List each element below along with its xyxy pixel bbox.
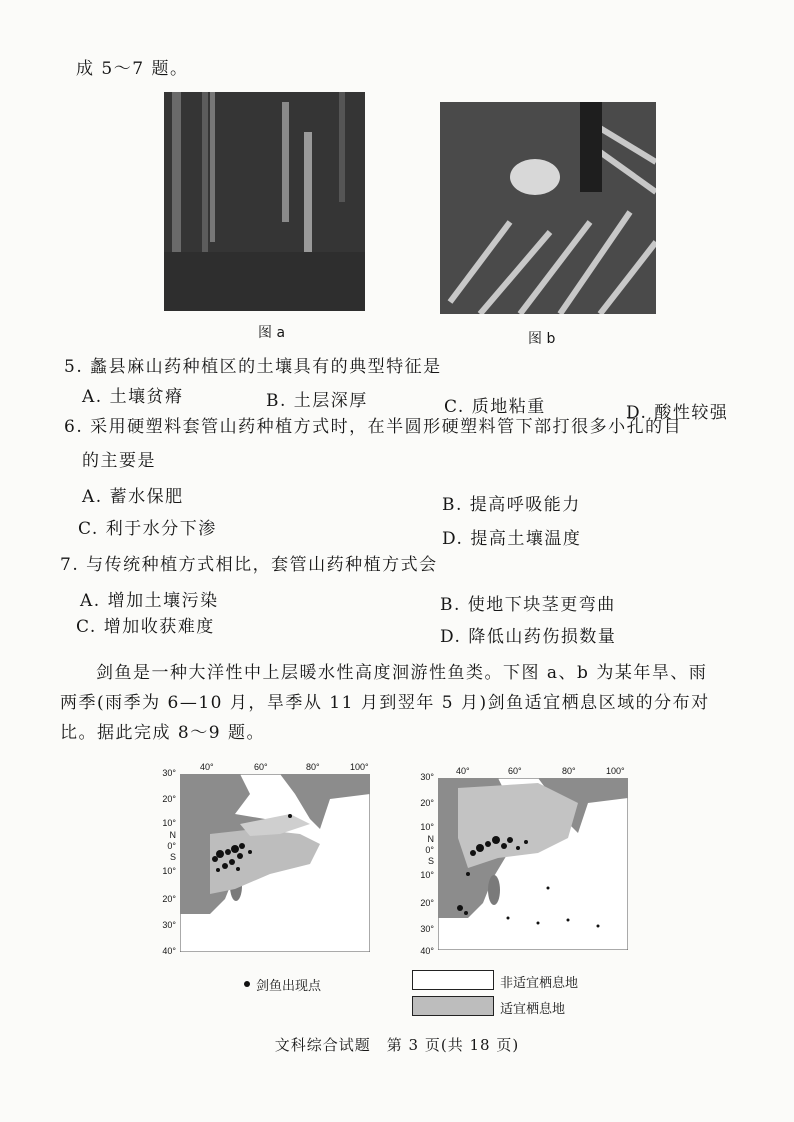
q7-option-d: D. 降低山药伤损数量 (440, 627, 617, 647)
passage-line2: 两季(雨季为 6—10 月，旱季从 11 月到翌年 5 月)剑鱼适宜栖息区域的分布对 (60, 693, 710, 713)
map-b-lon-60: 60° (508, 766, 522, 776)
figure-a-caption: 图 a (258, 325, 286, 341)
map-a-lat-40s: 40° (162, 946, 176, 956)
map-a-lat-30s: 30° (162, 920, 176, 930)
legend-suitable-swatch (412, 996, 494, 1016)
map-a-lat-n: N (169, 830, 176, 840)
figure-b-caption: 图 b (528, 331, 556, 347)
legend-unsuitable-label: 非适宜栖息地 (500, 976, 579, 991)
map-a-lat-s: S (169, 852, 176, 862)
q5-stem: 5. 蠡县麻山药种植区的土壤具有的典型特征是 (64, 357, 442, 377)
q6-option-b: B. 提高呼吸能力 (442, 495, 581, 515)
map-a-lon-40: 40° (200, 762, 214, 772)
q5-option-a: A. 土壤贫瘠 (82, 387, 184, 407)
map-b-lat-40s: 40° (420, 946, 434, 956)
legend-point-label: 剑鱼出现点 (256, 979, 322, 994)
q6-option-a: A. 蓄水保肥 (82, 487, 184, 507)
intro-tail: 成 5～7 题。 (76, 59, 189, 79)
q7-option-b: B. 使地下块茎更弯曲 (440, 595, 616, 615)
q5-option-b: B. 土层深厚 (266, 391, 368, 411)
q7-option-a: A. 增加土壤污染 (80, 591, 219, 611)
map-a-lat-10n: 10° (162, 818, 176, 828)
page-footer: 文科综合试题 第 3 页(共 18 页) (274, 1036, 520, 1054)
legend-suitable-label: 适宜栖息地 (500, 1002, 566, 1017)
map-a-lat-20n: 20° (162, 794, 176, 804)
q6-stem-line1: 6. 采用硬塑料套管山药种植方式时，在半圆形硬塑料管下部打很多小孔的目 (64, 417, 683, 437)
map-a-lat-10s: 10° (162, 866, 176, 876)
map-b-lat-10n: 10° (420, 822, 434, 832)
passage-line3: 比。据此完成 8～9 题。 (60, 723, 265, 743)
map-b-lon-100: 100° (606, 766, 625, 776)
q5-option-d: D. 酸性较强 (626, 403, 729, 423)
map-b-lat-20n: 20° (420, 798, 434, 808)
map-b-lon-40: 40° (456, 766, 470, 776)
map-a-lon-100: 100° (350, 762, 369, 772)
map-b-lat-20s: 20° (420, 898, 434, 908)
map-b-lat-0: 0° (425, 845, 434, 855)
passage-line1: 剑鱼是一种大洋性中上层暖水性高度洄游性鱼类。下图 a、b 为某年旱、雨 (96, 663, 708, 683)
map-a-lon-60: 60° (254, 762, 268, 772)
map-a-lat-30n: 30° (162, 768, 176, 778)
figure-a-photo (164, 92, 365, 311)
map-b-lat-10s: 10° (420, 870, 434, 880)
map-b-lat-n: N (427, 834, 434, 844)
q6-stem-line2: 的主要是 (82, 451, 156, 471)
map-b (438, 778, 628, 950)
q5-option-c: C. 质地粘重 (444, 397, 546, 417)
map-b-lat-30s: 30° (420, 924, 434, 934)
q6-option-d: D. 提高土壤温度 (442, 529, 582, 549)
figure-b-photo (440, 102, 656, 314)
map-a-lat-20s: 20° (162, 894, 176, 904)
q6-option-c: C. 利于水分下渗 (78, 519, 217, 539)
legend-point-marker (244, 981, 250, 987)
q7-option-c: C. 增加收获难度 (76, 617, 215, 637)
q7-stem: 7. 与传统种植方式相比，套管山药种植方式会 (60, 555, 438, 575)
map-a-lat-0: 0° (167, 841, 176, 851)
map-b-lat-30n: 30° (420, 772, 434, 782)
map-a (180, 774, 370, 952)
map-b-lat-s: S (427, 856, 434, 866)
legend-unsuitable-swatch (412, 970, 494, 990)
map-a-lon-80: 80° (306, 762, 320, 772)
map-b-lon-80: 80° (562, 766, 576, 776)
map-b-madagascar (488, 875, 500, 905)
